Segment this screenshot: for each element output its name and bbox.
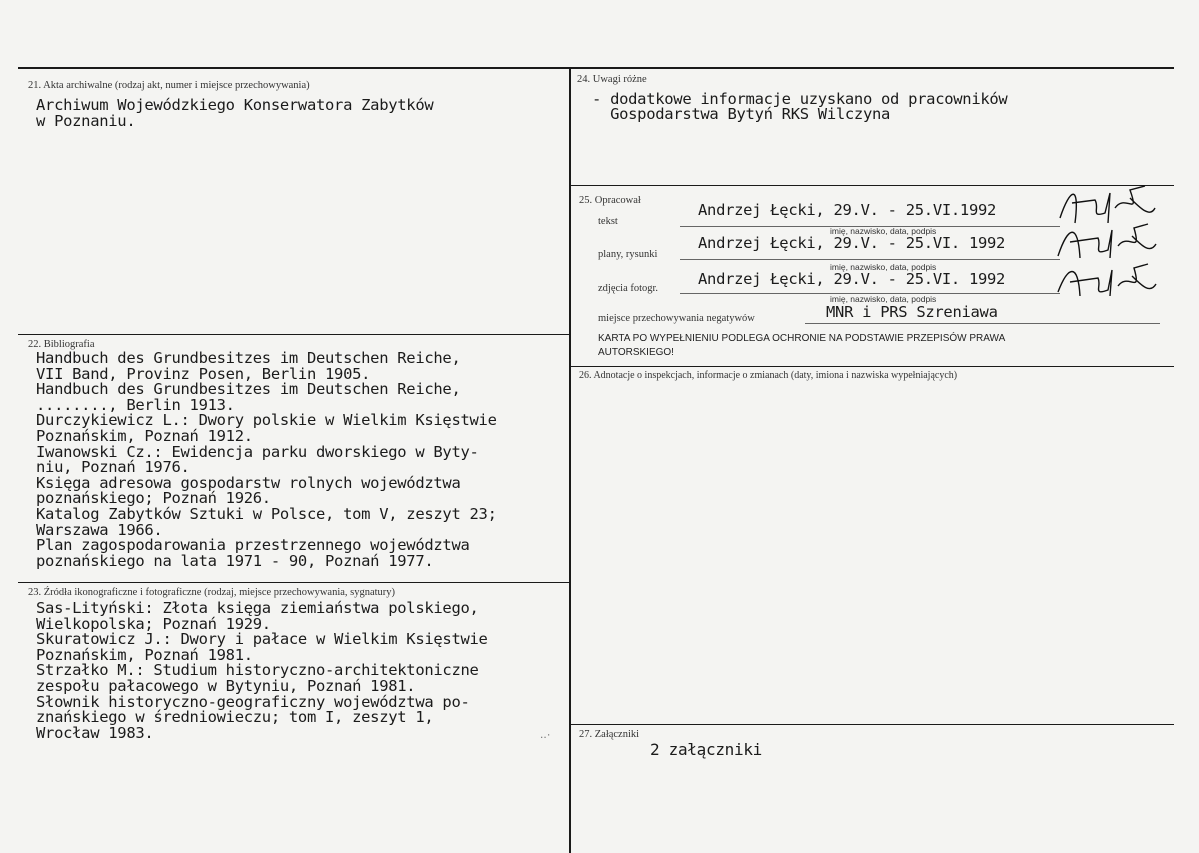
section-21-label: 21. Akta archiwalne (rodzaj akt, numer i miejsce przechowywania) (28, 80, 310, 91)
row-photos-value: Andrzej Łęcki, 29.V. - 25.VI. 1992 (698, 270, 1006, 288)
copyright-notice-2: AUTORSKIEGO! (598, 347, 674, 358)
bibliography-line-4: ........, Berlin 1913. (36, 395, 235, 414)
iconography-line-7: Słownik historyczno-geograficzny województwa po- (36, 692, 470, 711)
left-divider-22 (18, 334, 571, 335)
bibliography-line-13: Plan zagospodarowania przestrzennego województwa (36, 536, 470, 555)
bibliography-line-9: Księga adresowa gospodarstw rolnych województwa (36, 473, 461, 492)
bibliography-line-3: Handbuch des Grundbesitzes im Deutschen Reiche, (36, 380, 461, 399)
row-text-caption: imię, nazwisko, data, podpis (830, 226, 937, 236)
row-text-label: tekst (598, 216, 618, 227)
bibliography-line-2: VII Band, Provinz Posen, Berlin 1905. (36, 364, 371, 383)
row-plans-underline (680, 259, 1060, 260)
iconography-line-9: Wrocław 1983. (36, 723, 154, 742)
row-photos-caption: imię, nazwisko, data, podpis (830, 294, 937, 304)
section-23-label: 23. Źródła ikonograficzne i fotograficzne (rodzaj, miejsce przechowywania, sygnatury) (28, 587, 396, 598)
ellipsis-mark: ..· (540, 727, 551, 741)
storage-value: MNR i PRS Szreniawa (826, 303, 998, 321)
iconography-line-6: zespołu pałacowego w Bytyniu, Poznań 1981. (36, 677, 416, 695)
bibliography-line-12: Warszawa 1966. (36, 520, 163, 539)
attachments-value: 2 załączniki (650, 740, 762, 759)
iconography-line-4: Poznańskim, Poznań 1981. (36, 645, 253, 664)
copyright-notice-1: KARTA PO WYPEŁNIENIU PODLEGA OCHRONIE NA PODSTAWIE PRZEPISÓW PRAWA (598, 333, 1006, 344)
row-plans-value: Andrzej Łęcki, 29.V. - 25.VI. 1992 (698, 234, 1006, 252)
bibliography-line-11: Katalog Zabytków Sztuki w Polsce, tom V, zeszyt 23; (36, 505, 497, 523)
left-divider-23 (18, 582, 571, 583)
section-21-line-2: w Poznaniu. (36, 112, 136, 130)
storage-label: miejsce przechowywania negatywów (598, 313, 755, 324)
section-24-line-2: Gospodarstwa Bytyń RKS Wilczyna (592, 105, 891, 123)
row-text-value: Andrzej Łęcki, 29.V. - 25.VI.1992 (698, 201, 997, 219)
section-24-label: 24. Uwagi różne (577, 74, 647, 85)
section-24-line-1: - dodatkowe informacje uzyskano od pracowników (592, 90, 1008, 108)
iconography-line-8: znańskiego w średniowieczu; tom I, zeszyt 1, (36, 708, 434, 727)
section-27-label: 27. Załączniki (579, 729, 640, 740)
row-plans-label: plany, rysunki (598, 249, 658, 260)
section-25-label: 25. Opracował (579, 195, 641, 206)
iconography-line-3: Skuratowicz J.: Dwory i pałace w Wielkim Księstwie (36, 630, 488, 649)
signature-3-icon (1052, 252, 1162, 302)
section-21-line-1: Archiwum Wojewódzkiego Konserwatora Zabytków (36, 96, 434, 114)
bibliography-line-14: poznańskiego na lata 1971 - 90, Poznań 1977. (36, 551, 434, 570)
row-photos-label: zdjęcia fotogr. (598, 283, 659, 294)
bibliography-line-1: Handbuch des Grundbesitzes im Deutschen Reiche, (36, 349, 461, 367)
bibliography-line-8: niu, Poznań 1976. (36, 458, 190, 477)
right-divider-27 (569, 724, 1174, 725)
bibliography-line-10: poznańskiego; Poznań 1926. (36, 489, 271, 508)
row-plans-caption: imię, nazwisko, data, podpis (830, 262, 937, 272)
storage-underline (805, 323, 1160, 324)
iconography-line-1: Sas-Lityński: Złota księga ziemiaństwa polskiego, (36, 599, 479, 617)
top-rule (18, 67, 1174, 69)
right-divider-26 (569, 366, 1174, 367)
iconography-line-2: Wielkopolska; Poznań 1929. (36, 614, 271, 633)
bibliography-line-5: Durczykiewicz L.: Dwory polskie w Wielkim Księstwie (36, 411, 497, 430)
section-26-label: 26. Adnotacje o inspekcjach, informacje o zmianach (daty, imiona i nazwiska wypełniających) (579, 370, 958, 381)
iconography-line-5: Strzałko M.: Studium historyczno-architektoniczne (36, 661, 479, 680)
bibliography-line-7: Iwanowski Cz.: Ewidencja parku dworskiego w Byty- (36, 442, 479, 461)
section-22-label: 22. Bibliografia (28, 339, 95, 350)
bibliography-line-6: Poznańskim, Poznań 1912. (36, 427, 253, 445)
